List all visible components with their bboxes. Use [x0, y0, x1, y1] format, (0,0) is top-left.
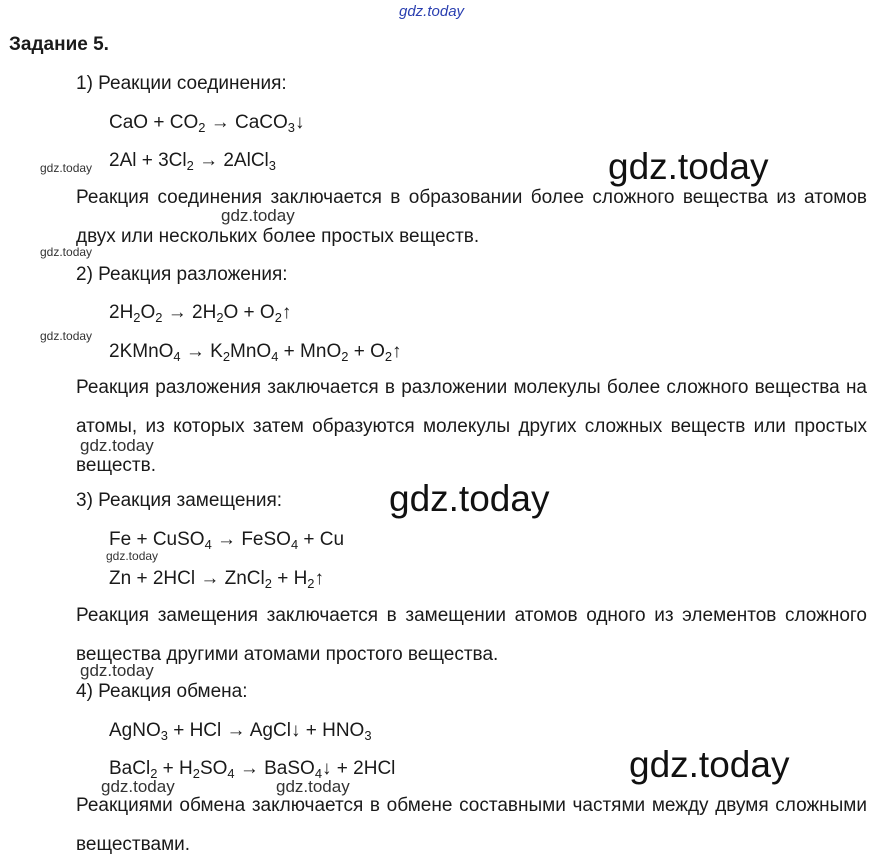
watermark: gdz.today — [276, 777, 350, 796]
equation: $2H_2O_2 \to 2H_2O$ + $O_2↑$ — [109, 302, 292, 325]
equation: BaCl$_2$ + $H_2SO_4$ → BaSO$_4$↓ + 2HCl — [109, 758, 396, 781]
watermark-top: gdz.today — [399, 3, 465, 20]
watermark: gdz.today — [40, 329, 93, 343]
section-heading: 4) Реакция обмена: — [76, 681, 248, 702]
section-text: Реакция разложения заключается в разложении молекулы более сложного вещества на атомы, из которых затем образуются молекулы других сложных веществ или простых веществ. — [76, 377, 867, 476]
watermark: gdz.today — [40, 245, 93, 259]
watermark: gdz.today — [106, 549, 159, 563]
equation: CaO + $CO_2$ → CaCO$_3$↓ — [109, 112, 305, 135]
watermark-large: gdz.today — [629, 744, 790, 785]
equation: Fe + CuSO$_4$ → FeSO$_4$ + Cu — [109, 529, 345, 552]
section-text: Реакция соединения заключается в образовании более сложного вещества из атомов двух или нескольких более простых веществ. — [76, 187, 867, 247]
watermark-large: gdz.today — [389, 478, 550, 519]
section-heading: 1) Реакции соединения: — [76, 73, 287, 94]
equation: Zn + 2HCl → ZnCl$_2$ + $H_2↑$ — [109, 568, 324, 591]
watermark-large: gdz.today — [608, 146, 769, 187]
watermark: gdz.today — [40, 161, 93, 175]
watermark: gdz.today — [101, 777, 175, 796]
task-title: Задание 5. — [9, 34, 109, 55]
watermark: gdz.today — [80, 661, 154, 680]
watermark: gdz.today — [221, 206, 295, 225]
equation: AgNO$_3$ + HCl → AgCl↓ + $HNO_3$ — [109, 720, 372, 743]
watermark: gdz.today — [80, 436, 154, 455]
equation: 2KMnO$_4$ → $K_2MnO_4 + MnO_2$ + $O_2↑$ — [109, 341, 402, 364]
section-heading: 3) Реакция замещения: — [76, 490, 283, 511]
section-heading: 2) Реакция разложения: — [76, 264, 288, 285]
section-text: Реакциями обмена заключается в обмене составными частями между двумя сложными веществами. — [76, 795, 867, 855]
section-text: Реакция замещения заключается в замещении атомов одного из элементов сложного вещества другими атомами простого вещества. — [76, 605, 867, 665]
equation: $2Al + 3Cl_2$ → 2AlCl$_3$ — [109, 150, 276, 173]
